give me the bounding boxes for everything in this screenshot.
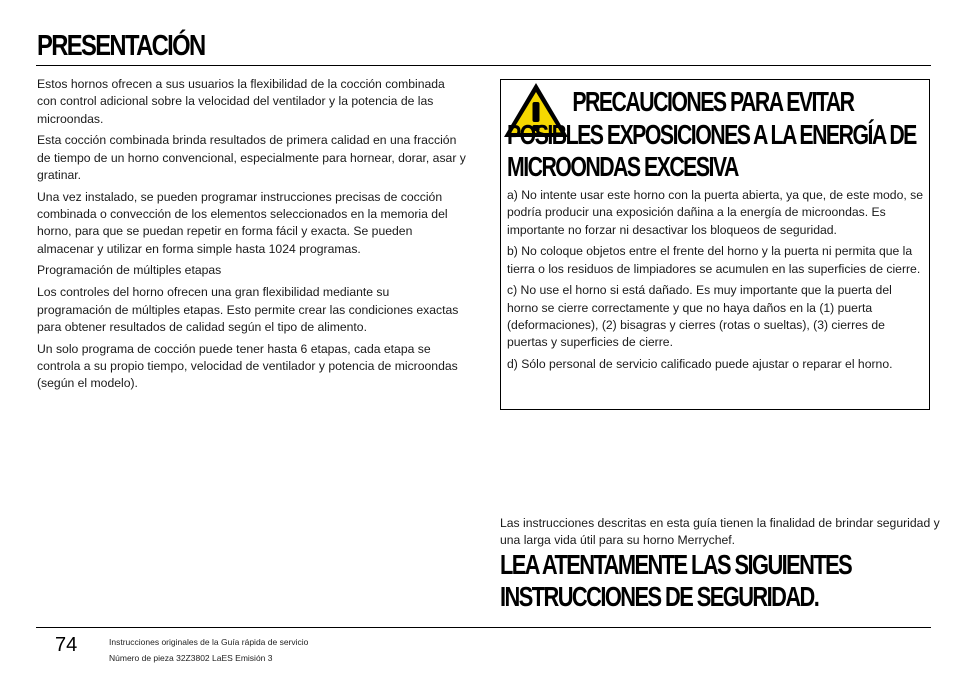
warning-item: d) Sólo personal de servicio calificado puede ajustar o reparar el horno. [507, 357, 893, 372]
paragraph: Los controles del horno ofrecen una gran flexibilidad mediante su programación de múltiples etapas. Esto permite crear las condiciones exactas para obtener resultados de calidad según el tipo de alimento. [37, 285, 459, 334]
warning-box [500, 79, 930, 410]
intro-column [37, 76, 467, 397]
safety-title-line: INSTRUCCIONES DE SEGURIDAD. [500, 581, 819, 612]
warning-title: PRECAUCIONES PARA EVITAR POSIBLES EXPOSICIONES A LA ENERGÍA DE MICROONDAS EXCESIVA [507, 86, 916, 182]
bottom-divider [36, 627, 931, 628]
paragraph-subheading: Programación de múltiples etapas [37, 263, 222, 278]
paragraph: Estos hornos ofrecen a sus usuarios la flexibilidad de la cocción combinada con control adicional sobre la velocidad del ventilador y la potencia de las microondas. [37, 77, 445, 126]
safety-title-line: LEA ATENTAMENTE LAS SIGUIENTES [500, 549, 852, 580]
warning-item: c) No use el horno si está dañado. Es muy importante que la puerta del horno se cierre correctamente y que no haya daños en la (1) puerta (deformaciones), (2) bisagras y cierres (rotas o sueltas), (3) cierres de puertas y superficies de cierre. [507, 283, 892, 350]
paragraph: Una vez instalado, se pueden programar instrucciones precisas de cocción combinada o convección de los elementos seleccionados en la memoria del horno, para que se puedan repetir en forma fácil y exacta. Se pueden almacenar y utilizar en forma simple hasta 1024 programas. [37, 189, 448, 256]
top-divider [36, 65, 931, 66]
warning-list [507, 187, 923, 378]
footer-notes [109, 634, 308, 666]
warning-item: a) No intente usar este horno con la puerta abierta, ya que, de este modo, se podría producir una exposición dañina a la energía de microondas. Es importante no forzar ni desactivar los bloqueos de seguridad. [507, 188, 923, 237]
warning-item: b) No coloque objetos entre el frente del horno y la puerta ni permita que la tierra o los residuos de limpiadores se acumulen en las superficies de cierre. [507, 244, 921, 276]
paragraph: Esta cocción combinada brinda resultados de primera calidad en una fracción de tiempo de un horno convencional, especialmente para hornear, dorar, asar y gratinar. [37, 133, 466, 182]
page-number: 74 [55, 634, 78, 656]
page-title: PRESENTACIÓN [37, 30, 205, 62]
footer-line: Número de pieza 32Z3802 LaES Emisión 3 [109, 653, 273, 663]
safety-title [500, 549, 937, 613]
footer-line: Instrucciones originales de la Guía rápida de servicio [109, 637, 309, 647]
safety-intro: Las instrucciones descritas en esta guía tienen la finalidad de brindar seguridad y una larga vida útil para su horno Merrychef. [500, 516, 940, 548]
paragraph: Un solo programa de cocción puede tener hasta 6 etapas, cada etapa se controla a su propio tiempo, velocidad de ventilador y potencia de microondas (según el modelo). [37, 341, 458, 391]
